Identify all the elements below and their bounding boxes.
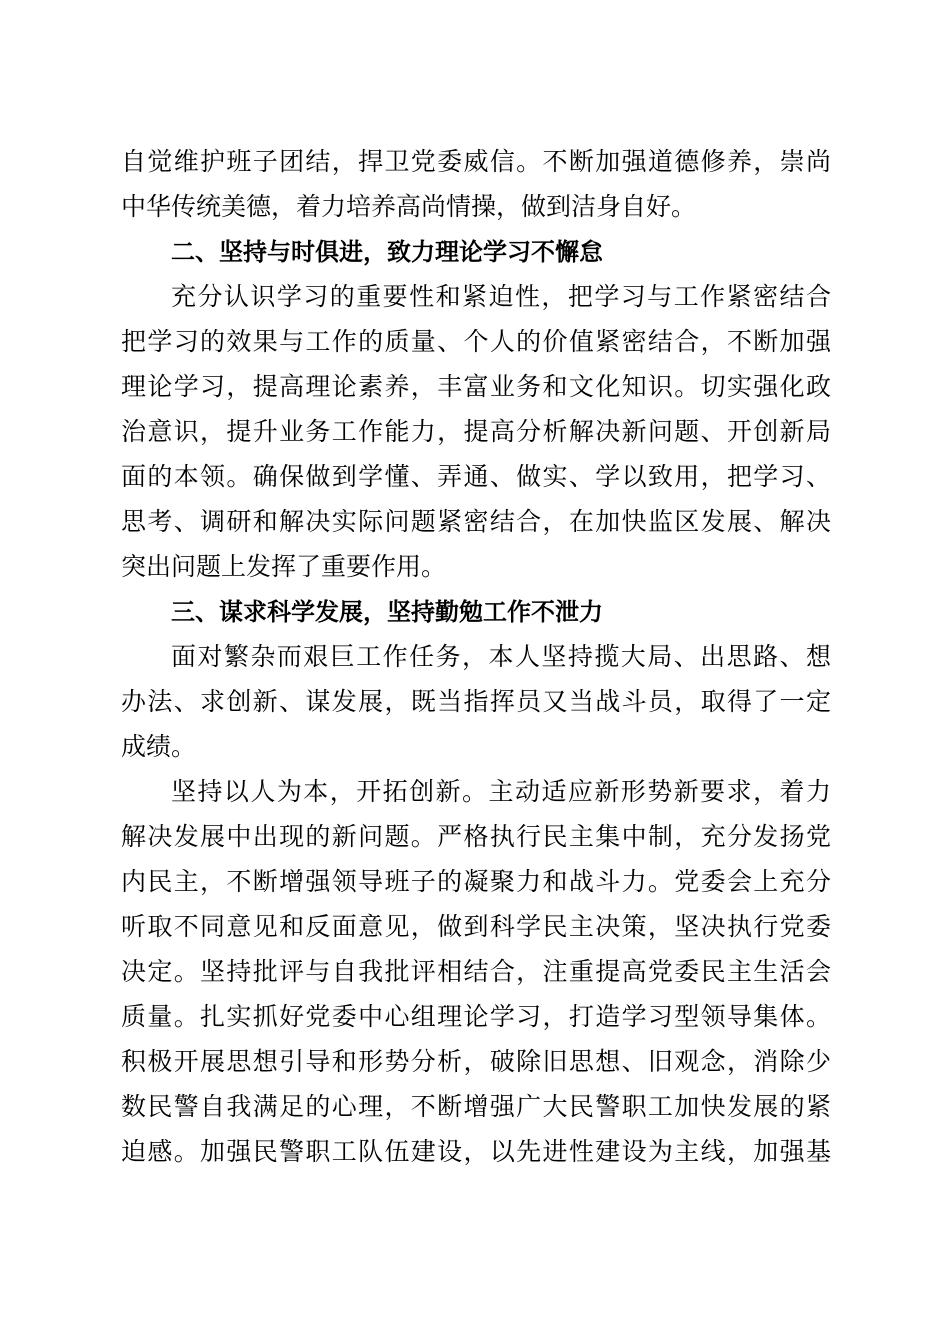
paragraph-4-line-2: 解决发展中出现的新问题。严格执行民主集中制，充分发扬党 [121, 822, 831, 851]
paragraph-2-line-1: 充分认识学习的重要性和紧迫性，把学习与工作紧密结合 [171, 282, 831, 311]
paragraph-4-line-5: 决定。坚持批评与自我批评相结合，注重提高党委民主生活会 [121, 957, 831, 986]
paragraph-2-line-5: 面的本领。确保做到学懂、弄通、做实、学以致用，把学习、 [121, 462, 831, 491]
paragraph-4-line-9: 迫感。加强民警职工队伍建设，以先进性建设为主线，加强基 [121, 1137, 831, 1166]
section-heading-3: 三、谋求科学发展，坚持勤勉工作不泄力 [171, 598, 603, 626]
paragraph-1-line-1: 自觉维护班子团结，捍卫党委威信。不断加强道德修养，崇尚 [121, 147, 831, 176]
paragraph-3-line-3: 成绩。 [121, 732, 197, 761]
section-heading-2: 二、坚持与时俱进，致力理论学习不懈怠 [171, 238, 603, 266]
paragraph-4-line-3: 内民主，不断增强领导班子的凝聚力和战斗力。党委会上充分 [121, 867, 831, 896]
paragraph-3-line-1: 面对繁杂而艰巨工作任务，本人坚持揽大局、出思路、想 [171, 642, 831, 671]
paragraph-2-line-2: 把学习的效果与工作的质量、个人的价值紧密结合，不断加强 [121, 327, 831, 356]
paragraph-4-line-6: 质量。扎实抓好党委中心组理论学习，打造学习型领导集体。 [121, 1002, 831, 1031]
paragraph-1-line-2: 中华传统美德，着力培养高尚情操，做到洁身自好。 [121, 192, 697, 221]
paragraph-3-line-2: 办法、求创新、谋发展，既当指挥员又当战斗员，取得了一定 [121, 687, 831, 716]
paragraph-4-line-7: 积极开展思想引导和形势分析，破除旧思想、旧观念，消除少 [121, 1047, 831, 1076]
paragraph-4-line-1: 坚持以人为本，开拓创新。主动适应新形势新要求，着力 [171, 777, 831, 806]
paragraph-2-line-4: 治意识，提升业务工作能力，提高分析解决新问题、开创新局 [121, 417, 831, 446]
paragraph-4-line-8: 数民警自我满足的心理，不断增强广大民警职工加快发展的紧 [121, 1092, 831, 1121]
paragraph-2-line-6: 思考、调研和解决实际问题紧密结合，在加快监区发展、解决 [121, 507, 831, 536]
paragraph-2-line-7: 突出问题上发挥了重要作用。 [121, 552, 447, 581]
paragraph-2-line-3: 理论学习，提高理论素养，丰富业务和文化知识。切实强化政 [121, 372, 831, 401]
paragraph-4-line-4: 听取不同意见和反面意见，做到科学民主决策，坚决执行党委 [121, 912, 831, 941]
